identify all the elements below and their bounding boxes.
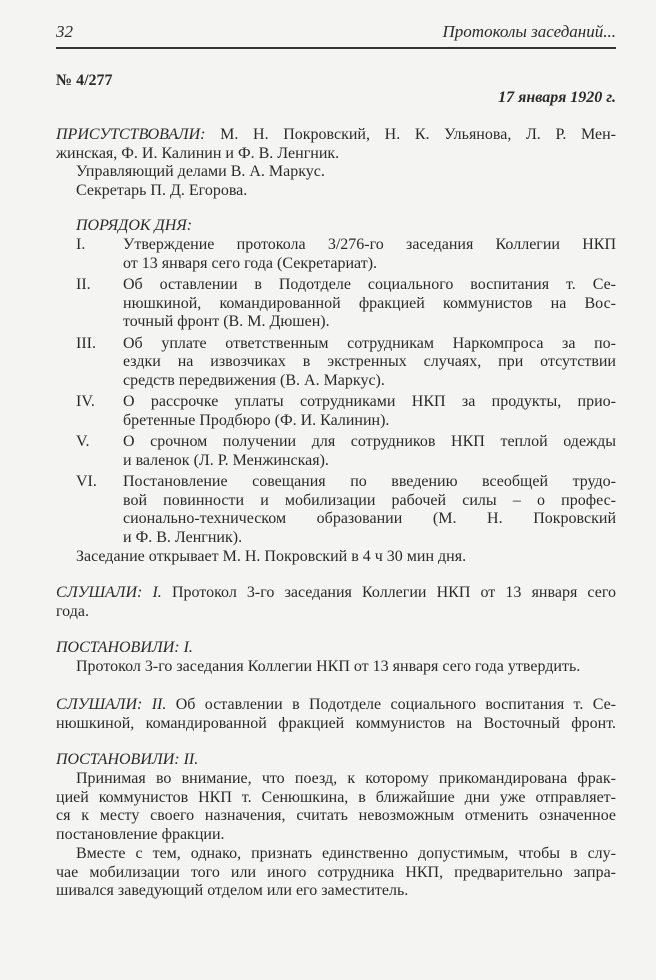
- resolved-1: [56, 658, 616, 677]
- agenda-item-number: III.: [76, 334, 96, 352]
- heard-2: [56, 696, 616, 733]
- agenda-item-number: VI.: [76, 473, 97, 490]
- agenda-item: [76, 236, 616, 273]
- manager: [56, 163, 636, 182]
- agenda-item-line: и Ф. В. Ленгник).: [123, 528, 243, 546]
- resolved-2-paragraph-1: [56, 770, 616, 844]
- heard-1: [56, 584, 616, 621]
- agenda-item: [76, 276, 616, 332]
- paragraph-line: ся к месту своего назначения, считать невозможным отменить означенное: [56, 807, 616, 824]
- resolved-1-heading: [56, 639, 616, 658]
- heard-2-line: нюшкиной, командированной фракцией коммунистов на Восточный фронт.: [56, 714, 616, 732]
- agenda-item-line: Об оставлении в Подотделе социального воспитания т. Се-: [123, 276, 616, 293]
- agenda-item-line: Утверждение протокола 3/276-го заседания Коллегии НКП: [123, 236, 616, 253]
- agenda-item: [76, 335, 616, 391]
- resolved-2-label: ПОСТАНОВИЛИ: II.: [56, 751, 199, 768]
- paragraph-line: Вместе с тем, однако, признать единственно допустимым, чтобы в слу-: [76, 845, 616, 862]
- heard-1-label: СЛУШАЛИ: I.: [56, 584, 162, 601]
- secretary: [56, 182, 636, 201]
- page-number: 32: [56, 22, 73, 41]
- attendees: [56, 126, 616, 163]
- paragraph-line: шивался заведующий отделом или его заместитель.: [56, 882, 409, 899]
- secretary-text: Секретарь П. Д. Егорова.: [76, 182, 248, 199]
- paragraph-line: цией коммунистов НКП т. Сенюшкина, в ближайшие дни уже отправляет-: [56, 788, 616, 806]
- running-title: Протоколы заседаний...: [442, 22, 616, 41]
- protocol-date: 17 января 1920 г.: [498, 89, 616, 106]
- agenda-item-line: бретенные Продбюро (Ф. И. Калинин).: [123, 411, 390, 429]
- agenda-item-number: I.: [76, 236, 86, 253]
- heard-2-line: Об оставлении в Подотделе социального воспитания т. Се-: [175, 696, 617, 713]
- heard-2-label: СЛУШАЛИ: II.: [56, 696, 167, 713]
- agenda-item: [76, 473, 616, 547]
- header-rule: [56, 47, 616, 49]
- agenda-item-line: О рассрочке уплаты сотрудниками НКП за продукты, прио-: [123, 393, 616, 410]
- protocol-number: № 4/277: [56, 72, 113, 89]
- opening-text: Заседание открывает М. Н. Покровский в 4 ч 30 мин дня.: [76, 548, 467, 565]
- agenda-item-line: от 13 января сего года (Секретариат).: [123, 254, 378, 272]
- agenda-item: [76, 393, 616, 430]
- agenda-item-line: средств передвижения (В. А. Маркус).: [123, 371, 385, 389]
- agenda-heading: [56, 217, 636, 236]
- opening-statement: [56, 548, 636, 567]
- paragraph-line: чае мобилизации того или иного сотрудника НКП, предварительно запра-: [56, 863, 616, 881]
- present-label: ПРИСУТСТВОВАЛИ:: [56, 126, 206, 143]
- agenda-item-line: вой повинности и мобилизации рабочей силы – о профес-: [123, 491, 616, 509]
- paragraph-line: постановление фракции.: [56, 825, 225, 843]
- agenda-item-line: сионально-техническом образовании (М. Н. Покровский: [123, 510, 616, 527]
- agenda-label: ПОРЯДОК ДНЯ:: [76, 217, 193, 234]
- agenda-item-number: V.: [76, 433, 90, 450]
- agenda-item-line: О срочном получении для сотрудников НКП теплой одежды: [123, 433, 616, 450]
- agenda-item-number: IV.: [76, 393, 95, 410]
- agenda-item-line: и валенок (Л. Р. Менжинская).: [123, 451, 329, 469]
- resolved-2-paragraph-2: [56, 845, 616, 901]
- resolved-2-heading: [56, 751, 616, 770]
- attendees-line: жинская, Ф. И. Калинин и Ф. В. Ленгник.: [56, 144, 340, 162]
- manager-text: Управляющий делами В. А. Маркус.: [76, 163, 325, 180]
- heard-1-line: года.: [56, 602, 89, 620]
- agenda-item-line: Постановление совещания по введению всеобщей трудо-: [123, 473, 616, 490]
- agenda-item-line: ездки на извозчиках в экстренных случаях, при отсутствии: [123, 353, 616, 370]
- agenda-item: [76, 433, 616, 470]
- attendees-line: М. Н. Покровский, Н. К. Ульянова, Л. Р. Мен-: [220, 126, 616, 143]
- resolved-1-text: Протокол 3-го заседания Коллегии НКП от 13 января сего года утвердить.: [76, 658, 581, 675]
- heard-1-line: Протокол 3-го заседания Коллегии НКП от 13 января сего: [171, 584, 616, 601]
- agenda-item-line: нюшкиной, командированной фракцией коммунистов на Вос-: [123, 294, 616, 312]
- paragraph-line: Принимая во внимание, что поезд, к которому прикомандирована фрак-: [76, 770, 616, 787]
- agenda-item-number: II.: [76, 276, 91, 293]
- resolved-1-label: ПОСТАНОВИЛИ: I.: [56, 639, 193, 656]
- agenda-item-line: Об уплате ответственным сотрудникам Наркомпроса за по-: [123, 334, 616, 352]
- agenda-item-line: точный фронт (В. М. Дюшен).: [123, 313, 330, 330]
